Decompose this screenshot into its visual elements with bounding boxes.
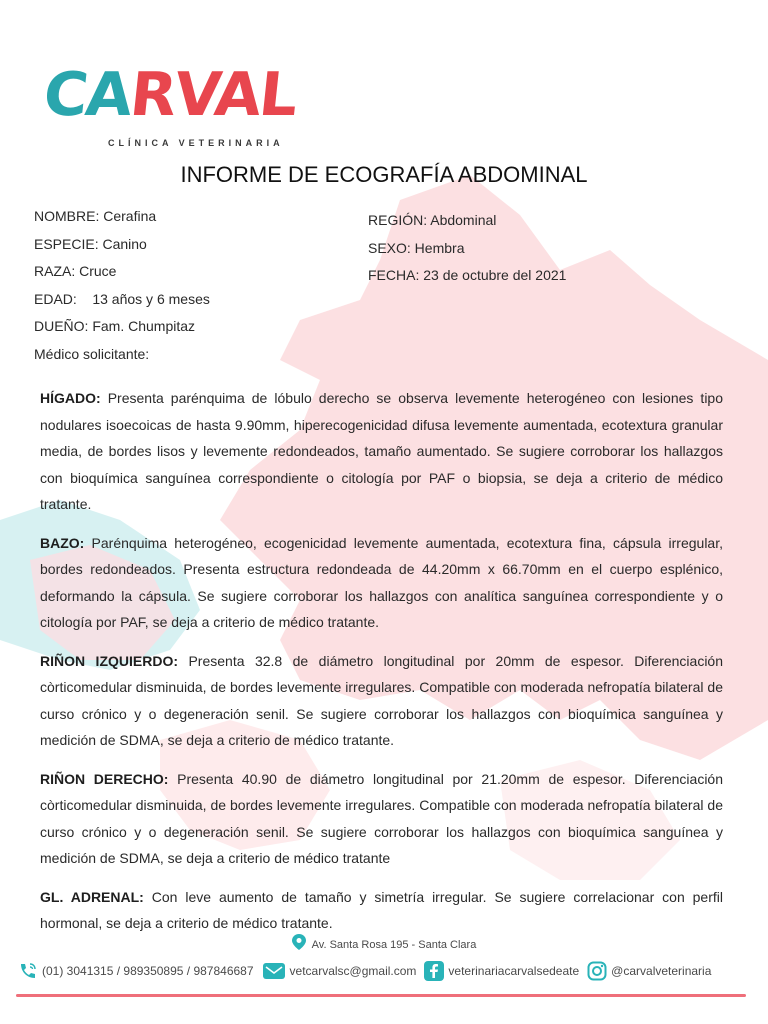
finding-right-kidney [40,766,723,872]
logo-letters-left: CA [40,60,135,130]
patient-info-left [34,203,364,368]
address-text: Av. Santa Rosa 195 - Santa Clara [311,939,477,951]
instagram-icon [587,961,607,981]
finding-heading: BAZO: [40,534,85,551]
patient-species: ESPECIE: Canino [34,235,147,252]
exam-region: REGIÓN: Abdominal [368,212,497,228]
finding-heading: GL. ADRENAL: [40,888,144,905]
finding-text: Presenta parénquima de lóbulo derecho se observa levemente heterogéneo con lesiones tipo nodulares isoecoicas de hasta 9.90mm, hiperecogenicidad difusa levemente aumentada, ecotextura granular media, de bordes lisos y levemente redondeados, tamaño aumentado. Se sugiere corroborar los hallazgos con bioquímica sanguínea correspondiente o citología por PAF o biopsia, se deja a criterio de médico tratante. [40,390,723,512]
patient-sex: SEXO: Hembra [368,239,465,256]
report-title: INFORME DE ECOGRAFÍA ABDOMINAL [180,162,588,187]
patient-breed: RAZA: Cruce [34,263,117,279]
location-pin-icon [292,934,306,950]
patient-name: NOMBRE: Cerafina [34,208,157,224]
requesting-doctor: Médico solicitante: [34,345,150,362]
findings-section [40,385,723,949]
footer-divider [16,994,746,997]
patient-info-right [368,207,748,290]
logo-subtitle: CLÍNICA VETERINARIA [108,138,284,148]
footer-contacts [18,960,758,982]
patient-owner: DUEÑO: Fam. Chumpitaz [34,318,196,334]
finding-adrenal [40,884,723,937]
finding-text: Presenta 32.8 de diámetro longitudinal por 20mm de espesor. Diferenciación còrticomedular disminuida, de bordes levemente irregulares. Compatible con moderada nefropatía bilateral de curso crónico y o degeneración senil. Se sugiere corroborar los hallazgos con bioquímica sanguínea y medición de SDMA, se deja a criterio de médico tratante. [40,652,724,748]
finding-heading: RIÑON DERECHO: [40,770,169,787]
exam-date: FECHA: 23 de octubre del 2021 [368,267,567,283]
logo-wordmark [40,60,299,130]
instagram-text[interactable]: @carvalveterinaria [611,964,712,978]
facebook-text[interactable]: veterinariacarvalsedeate [448,964,580,978]
patient-age: EDAD: 13 años y 6 meses [34,290,210,307]
footer-email[interactable] [262,961,417,981]
phone-text: (01) 3041315 / 989350895 / 987846687 [42,964,254,978]
finding-heading: RIÑON IZQUIERDO: [40,652,179,669]
finding-left-kidney [40,648,723,754]
finding-heading: HÍGADO: [40,390,101,406]
footer-instagram[interactable] [587,961,711,981]
phone-icon [18,962,38,980]
footer-address [0,934,768,951]
email-icon [262,961,286,981]
footer-phone [18,962,254,980]
facebook-icon [424,961,444,981]
email-text[interactable]: vetcarvalsc@gmail.com [289,964,417,978]
footer-facebook[interactable] [424,961,579,981]
logo-letters-right: RVAL [126,60,300,130]
finding-text: Con leve aumento de tamaño y simetría irregular. Se sugiere correlacionar con perfil hormonal, se deja a criterio de médico tratante. [40,888,723,931]
finding-text: Parénquima heterogéneo, ecogenicidad levemente aumentada, ecotextura fina, cápsula irregular, bordes redondeados. Presenta estructura redondeada de 44.20mm x 66.70mm en el cuerpo esplénico, deformando la cápsula. Se sugiere corroborar los hallazgos con analítica sanguínea correspondiente y o citología por PAF, se deja a criterio de médico tratante. [40,534,723,630]
clinic-logo [40,60,354,160]
finding-text: Presenta 40.90 de diámetro longitudinal por 21.20mm de espesor. Diferenciación còrticomedular disminuida, de bordes levemente irregulares. Compatible con moderada nefropatía bilateral de curso crónico y o degeneración senil. Se sugiere corroborar los hallazgos con bioquímica sanguínea y medición de SDMA, se deja a criterio de médico tratante [40,770,724,866]
finding-liver [40,385,723,518]
finding-spleen [40,530,723,636]
